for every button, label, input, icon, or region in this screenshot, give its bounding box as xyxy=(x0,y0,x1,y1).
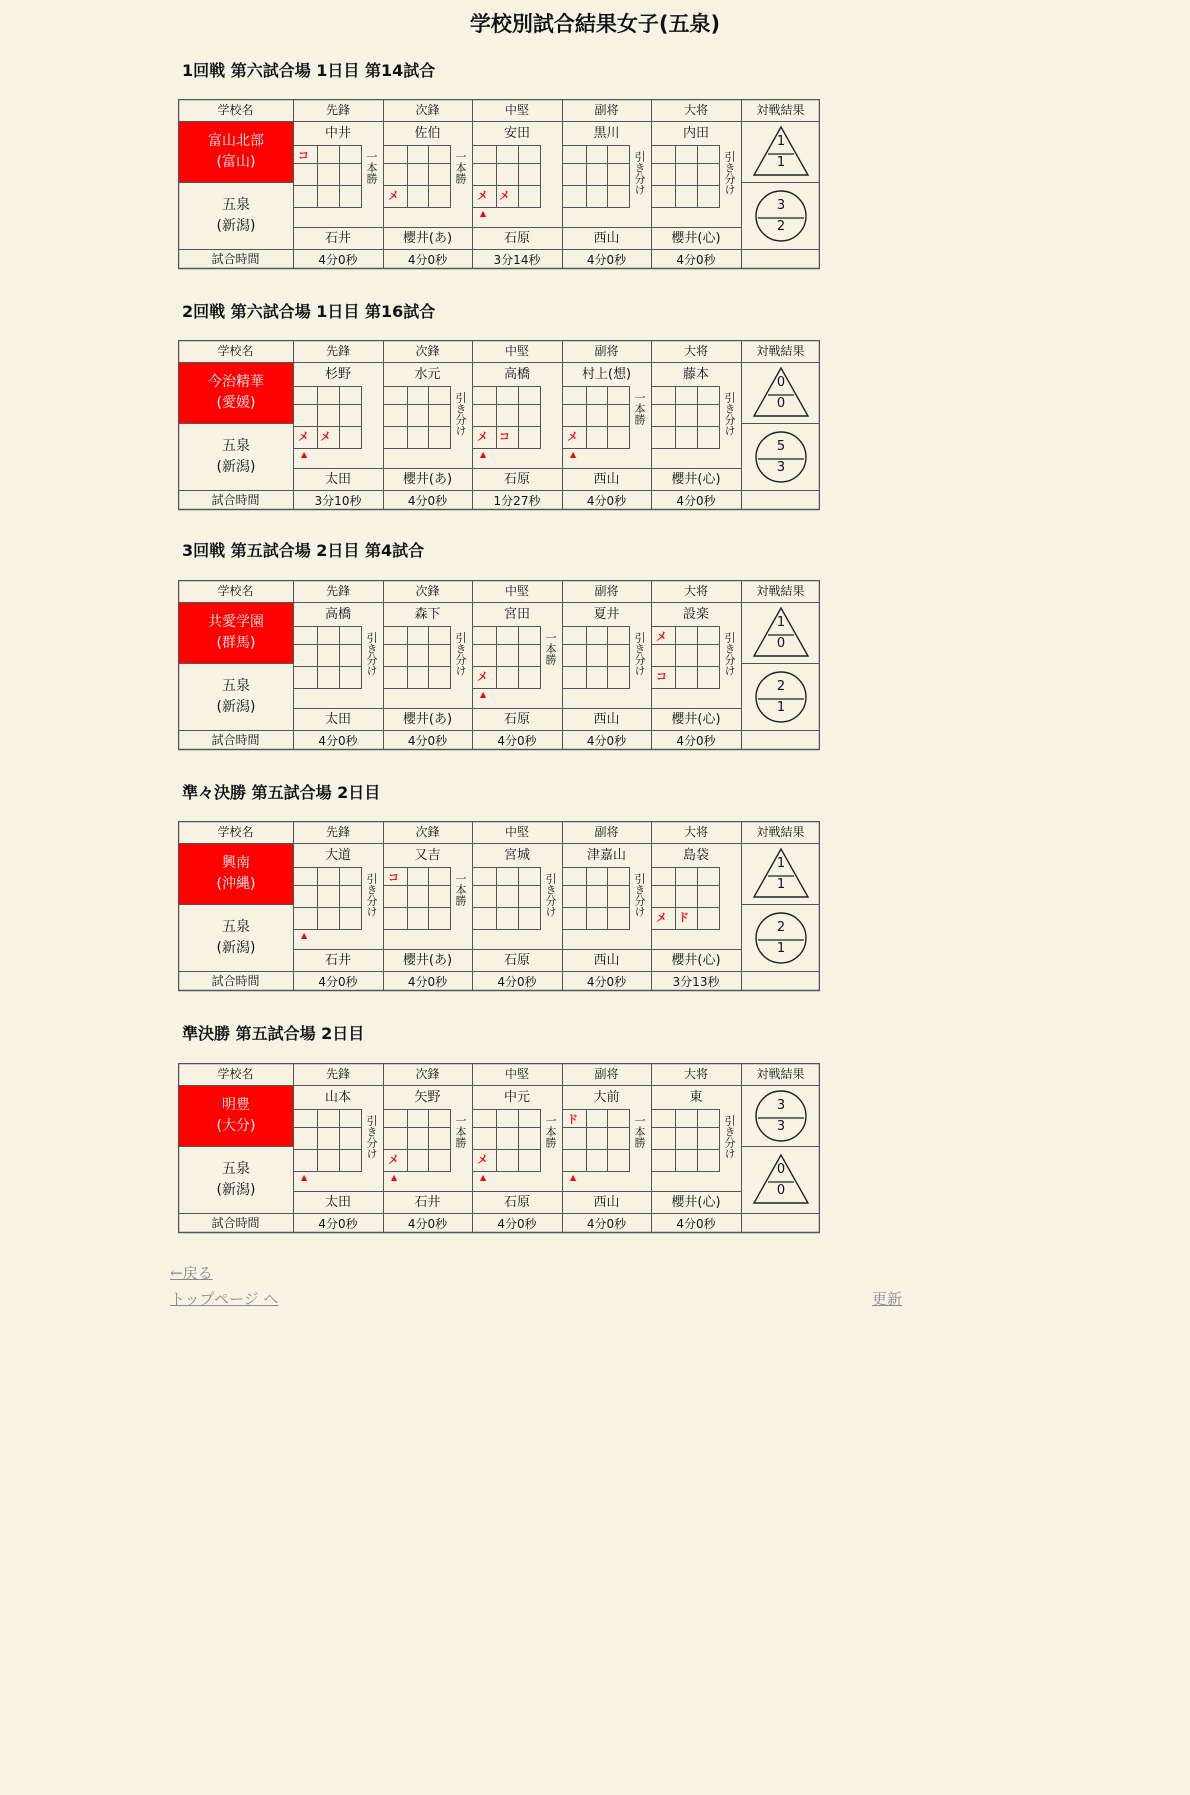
header-position: 中堅 xyxy=(504,825,529,839)
circle-win-icon xyxy=(751,910,811,966)
our-score-points: 2 xyxy=(776,219,786,234)
header-position: 副将 xyxy=(594,1067,619,1081)
our-player: 石井 xyxy=(324,231,351,246)
our-score-points: 1 xyxy=(776,700,786,715)
our-player: 櫻井(あ) xyxy=(402,231,453,246)
our-point-mark: メ xyxy=(567,430,578,443)
opponent-score-wins: 1 xyxy=(776,615,786,630)
bout-time: 3分13秒 xyxy=(672,975,720,989)
bout-time: 4分0秒 xyxy=(407,975,448,989)
header-position: 次鋒 xyxy=(415,344,440,358)
our-player: 石原 xyxy=(503,231,530,246)
bout-time: 3分10秒 xyxy=(314,494,362,508)
opponent-player: 宮田 xyxy=(503,607,530,622)
opponent-point-mark: メ xyxy=(656,630,667,643)
opponent-player: 東 xyxy=(689,1090,703,1105)
header-school: 学校名 xyxy=(217,1067,254,1081)
our-school-cell xyxy=(179,183,293,249)
opponent-player: 杉野 xyxy=(324,367,351,382)
bout-result: 引き分け xyxy=(365,632,378,676)
opponent-player: 中井 xyxy=(324,126,351,141)
opponent-school-name: 興南 xyxy=(222,855,250,871)
our-player: 石原 xyxy=(503,472,530,487)
our-point-mark: メ メ xyxy=(477,189,510,202)
header-position: 先鋒 xyxy=(325,344,350,358)
opponent-school-name: 明豊 xyxy=(222,1097,250,1113)
header-result: 対戦結果 xyxy=(756,103,805,117)
opponent-player: 安田 xyxy=(503,126,530,141)
header-position: 先鋒 xyxy=(325,1067,350,1081)
our-school-name: 五泉 xyxy=(222,678,250,694)
bout-time: 4分0秒 xyxy=(407,734,448,748)
circle-win-icon xyxy=(751,669,811,725)
our-school-name: 五泉 xyxy=(222,197,250,213)
time-row-label: 試合時間 xyxy=(211,493,260,507)
header-position: 副将 xyxy=(594,344,619,358)
opponent-school-cell xyxy=(179,122,293,182)
match-board xyxy=(178,821,820,991)
first-point-marker: ▲ xyxy=(480,209,487,218)
opponent-school-cell xyxy=(179,1086,293,1146)
bout-result: 一本勝 xyxy=(454,1115,467,1148)
our-player: 櫻井(あ) xyxy=(402,953,453,968)
opponent-score-points: 0 xyxy=(776,396,786,411)
bout-time: 4分0秒 xyxy=(586,975,627,989)
bout-time: 4分0秒 xyxy=(676,734,716,748)
bout-result: 引き分け xyxy=(723,1115,736,1159)
page-title: 学校別試合結果女子(五泉) xyxy=(469,12,721,36)
opponent-point-mark: コ xyxy=(388,871,399,884)
bout-time: 4分0秒 xyxy=(318,734,358,748)
our-point-mark: メ xyxy=(477,670,488,683)
bout-result: 一本勝 xyxy=(454,873,467,906)
match-board xyxy=(178,99,820,269)
opponent-school-name: 富山北部 xyxy=(208,133,264,149)
our-player: 西山 xyxy=(593,712,620,727)
opponent-player: 森下 xyxy=(414,607,441,622)
opponent-player: 高橋 xyxy=(324,607,351,622)
header-school: 学校名 xyxy=(217,825,254,839)
our-score-points: 1 xyxy=(776,941,786,956)
match-heading: 準決勝 第五試合場 2日目 xyxy=(182,1024,365,1043)
our-player: 櫻井(心) xyxy=(671,953,721,968)
first-point-marker: ▲ xyxy=(391,1173,398,1182)
opponent-player: 内田 xyxy=(682,126,709,141)
header-position: 副将 xyxy=(594,103,619,117)
opponent-score-points: 3 xyxy=(776,1119,786,1134)
our-player: 石井 xyxy=(414,1195,441,1210)
opponent-player: 村上(想) xyxy=(581,367,632,382)
our-score-wins: 2 xyxy=(776,679,786,694)
our-player: 西山 xyxy=(593,231,620,246)
first-point-marker: ▲ xyxy=(570,450,577,459)
bout-time: 4分0秒 xyxy=(586,494,627,508)
match-heading: 1回戦 第六試合場 1日目 第14試合 xyxy=(182,61,436,80)
our-prefecture: (新潟) xyxy=(216,1182,256,1198)
bout-result: 一本勝 xyxy=(544,632,557,665)
our-score-wins: 0 xyxy=(776,1162,786,1177)
time-row-label: 試合時間 xyxy=(211,1216,260,1230)
header-position: 中堅 xyxy=(504,103,529,117)
bout-time: 4分0秒 xyxy=(318,253,358,267)
our-score-points: 0 xyxy=(776,1183,786,1198)
opponent-score-wins: 1 xyxy=(776,134,786,149)
first-point-marker: ▲ xyxy=(301,450,308,459)
triangle-draw-icon xyxy=(751,1152,811,1208)
circle-win-icon xyxy=(751,1088,811,1144)
bout-result: 引き分け xyxy=(633,873,646,917)
bout-time: 4分0秒 xyxy=(586,253,627,267)
header-school: 学校名 xyxy=(217,344,254,358)
our-point-mark: メ xyxy=(477,1153,488,1166)
our-player: 石原 xyxy=(503,1195,530,1210)
opponent-score-wins: 0 xyxy=(776,375,786,390)
bout-result: 引き分け xyxy=(454,632,467,676)
bout-time: 3分14秒 xyxy=(493,253,541,267)
our-school-name: 五泉 xyxy=(222,1161,250,1177)
triangle-draw-icon xyxy=(751,365,811,421)
bout-result: 一本勝 xyxy=(454,151,467,184)
our-school-name: 五泉 xyxy=(222,919,250,935)
bout-result: 一本勝 xyxy=(544,1115,557,1148)
our-player: 西山 xyxy=(593,1195,620,1210)
opponent-prefecture: (愛媛) xyxy=(216,395,256,411)
header-result: 対戦結果 xyxy=(756,1067,805,1081)
opponent-player: 大道 xyxy=(324,848,351,863)
our-player: 櫻井(心) xyxy=(671,712,721,727)
header-school: 学校名 xyxy=(217,584,254,598)
first-point-marker: ▲ xyxy=(480,450,487,459)
match-heading: 2回戦 第六試合場 1日目 第16試合 xyxy=(182,302,436,321)
header-position: 中堅 xyxy=(504,584,529,598)
header-position: 次鋒 xyxy=(415,825,440,839)
opponent-score-wins: 3 xyxy=(776,1098,786,1113)
opponent-player: 矢野 xyxy=(414,1090,441,1105)
opponent-school-cell xyxy=(179,603,293,663)
match-heading: 準々決勝 第五試合場 2日目 xyxy=(182,783,381,802)
bout-result: 引き分け xyxy=(723,632,736,676)
header-result: 対戦結果 xyxy=(756,584,805,598)
our-player: 西山 xyxy=(593,472,620,487)
header-position: 大将 xyxy=(683,103,708,117)
opponent-prefecture: (群馬) xyxy=(216,635,256,651)
opponent-player: 津嘉山 xyxy=(586,848,626,863)
bout-time: 4分0秒 xyxy=(318,975,358,989)
opponent-player: 宮城 xyxy=(503,848,530,863)
our-prefecture: (新潟) xyxy=(216,218,256,234)
header-position: 次鋒 xyxy=(415,103,440,117)
our-player: 太田 xyxy=(324,1195,351,1210)
header-result: 対戦結果 xyxy=(756,825,805,839)
triangle-draw-icon xyxy=(751,605,811,661)
our-school-cell xyxy=(179,424,293,490)
our-point-mark: コ xyxy=(656,670,667,683)
opponent-prefecture: (沖縄) xyxy=(216,876,256,892)
our-school-name: 五泉 xyxy=(222,438,250,454)
our-prefecture: (新潟) xyxy=(216,459,256,475)
bout-result: 引き分け xyxy=(454,392,467,436)
bout-result: 引き分け xyxy=(723,392,736,436)
header-position: 大将 xyxy=(683,825,708,839)
bout-time: 4分0秒 xyxy=(407,494,448,508)
match-board xyxy=(178,340,820,510)
first-point-marker: ▲ xyxy=(480,1173,487,1182)
our-player: 櫻井(心) xyxy=(671,1195,721,1210)
header-position: 大将 xyxy=(683,1067,708,1081)
bout-time: 4分0秒 xyxy=(676,1217,716,1231)
bout-time: 4分0秒 xyxy=(586,1217,627,1231)
time-row-label: 試合時間 xyxy=(211,252,260,266)
opponent-player: 中元 xyxy=(503,1090,530,1105)
our-player: 櫻井(あ) xyxy=(402,712,453,727)
bout-time: 4分0秒 xyxy=(586,734,627,748)
circle-win-icon xyxy=(751,188,811,244)
header-position: 中堅 xyxy=(504,344,529,358)
our-point-mark: メ xyxy=(388,1153,399,1166)
bout-result: 引き分け xyxy=(633,151,646,195)
header-position: 次鋒 xyxy=(415,1067,440,1081)
time-row-label: 試合時間 xyxy=(211,733,260,747)
opponent-point-mark: ド xyxy=(567,1113,578,1126)
bout-time: 4分0秒 xyxy=(497,1217,537,1231)
bout-result: 引き分け xyxy=(365,1115,378,1159)
header-position: 先鋒 xyxy=(325,584,350,598)
opponent-player: 藤本 xyxy=(682,367,709,382)
our-point-mark: メ コ xyxy=(477,430,510,443)
our-school-cell xyxy=(179,664,293,730)
our-prefecture: (新潟) xyxy=(216,940,256,956)
bout-result: 一本勝 xyxy=(633,1115,646,1148)
our-school-cell xyxy=(179,905,293,971)
bout-time: 4分0秒 xyxy=(676,494,716,508)
bout-result: 引き分け xyxy=(365,873,378,917)
our-player: 櫻井(心) xyxy=(671,231,721,246)
header-position: 副将 xyxy=(594,825,619,839)
opponent-prefecture: (富山) xyxy=(216,154,256,170)
bout-result: 一本勝 xyxy=(365,151,378,184)
opponent-school-name: 今治精華 xyxy=(208,374,264,390)
our-player: 櫻井(あ) xyxy=(402,472,453,487)
our-player: 櫻井(心) xyxy=(671,472,721,487)
opponent-score-points: 1 xyxy=(776,877,786,892)
first-point-marker: ▲ xyxy=(570,1173,577,1182)
our-score-wins: 5 xyxy=(776,439,786,454)
opponent-player: 又吉 xyxy=(414,848,441,863)
header-position: 先鋒 xyxy=(325,825,350,839)
header-position: 先鋒 xyxy=(325,103,350,117)
opponent-player: 佐伯 xyxy=(414,126,441,141)
header-position: 副将 xyxy=(594,584,619,598)
triangle-draw-icon xyxy=(751,846,811,902)
bout-result: 一本勝 xyxy=(633,392,646,425)
our-score-wins: 2 xyxy=(776,920,786,935)
our-school-cell xyxy=(179,1147,293,1213)
bout-result: 引き分け xyxy=(723,151,736,195)
bout-time: 4分0秒 xyxy=(407,253,448,267)
bout-result: 引き分け xyxy=(633,632,646,676)
opponent-player: 高橋 xyxy=(503,367,530,382)
our-player: 石原 xyxy=(503,953,530,968)
opponent-player: 設楽 xyxy=(682,607,709,622)
opponent-school-cell xyxy=(179,844,293,904)
our-point-mark: メ ド xyxy=(656,911,689,924)
bout-time: 4分0秒 xyxy=(497,975,537,989)
triangle-draw-icon xyxy=(751,124,811,180)
opponent-player: 大前 xyxy=(593,1090,620,1105)
header-school: 学校名 xyxy=(217,103,254,117)
opponent-player: 夏井 xyxy=(593,607,620,622)
circle-win-icon xyxy=(751,429,811,485)
header-result: 対戦結果 xyxy=(756,344,805,358)
header-position: 大将 xyxy=(683,344,708,358)
header-position: 次鋒 xyxy=(415,584,440,598)
opponent-player: 山本 xyxy=(324,1090,351,1105)
our-score-points: 3 xyxy=(776,460,786,475)
opponent-player: 島袋 xyxy=(682,848,709,863)
our-score-wins: 3 xyxy=(776,198,786,213)
our-point-mark: メ xyxy=(388,189,399,202)
our-player: 石原 xyxy=(503,712,530,727)
our-player: 西山 xyxy=(593,953,620,968)
our-player: 太田 xyxy=(324,472,351,487)
match-heading: 3回戦 第五試合場 2日目 第4試合 xyxy=(182,541,425,560)
bout-time: 4分0秒 xyxy=(676,253,716,267)
our-prefecture: (新潟) xyxy=(216,699,256,715)
our-player: 石井 xyxy=(324,953,351,968)
header-position: 大将 xyxy=(683,584,708,598)
bout-time: 4分0秒 xyxy=(497,734,537,748)
bout-time: 4分0秒 xyxy=(407,1217,448,1231)
first-point-marker: ▲ xyxy=(480,690,487,699)
bout-result: 引き分け xyxy=(544,873,557,917)
match-board xyxy=(178,580,820,750)
time-row-label: 試合時間 xyxy=(211,974,260,988)
bout-time: 1分27秒 xyxy=(493,494,541,508)
opponent-school-cell xyxy=(179,363,293,423)
opponent-prefecture: (大分) xyxy=(216,1118,256,1134)
opponent-player: 黒川 xyxy=(593,126,620,141)
our-point-mark: メ メ xyxy=(298,430,331,443)
opponent-score-wins: 1 xyxy=(776,856,786,871)
bout-time: 4分0秒 xyxy=(318,1217,358,1231)
opponent-point-mark: コ xyxy=(298,149,309,162)
our-player: 太田 xyxy=(324,712,351,727)
top-page-link[interactable]: トップページ へ xyxy=(170,1290,279,1308)
header-position: 中堅 xyxy=(504,1067,529,1081)
opponent-score-points: 1 xyxy=(776,155,786,170)
refresh-link[interactable]: 更新 xyxy=(872,1290,903,1308)
opponent-player: 水元 xyxy=(414,367,441,382)
first-point-marker: ▲ xyxy=(301,931,308,940)
first-point-marker: ▲ xyxy=(301,1173,308,1182)
opponent-school-name: 共愛学園 xyxy=(208,614,264,630)
opponent-score-points: 0 xyxy=(776,636,786,651)
match-board xyxy=(178,1063,820,1233)
back-link[interactable]: ←戻る xyxy=(170,1264,213,1282)
